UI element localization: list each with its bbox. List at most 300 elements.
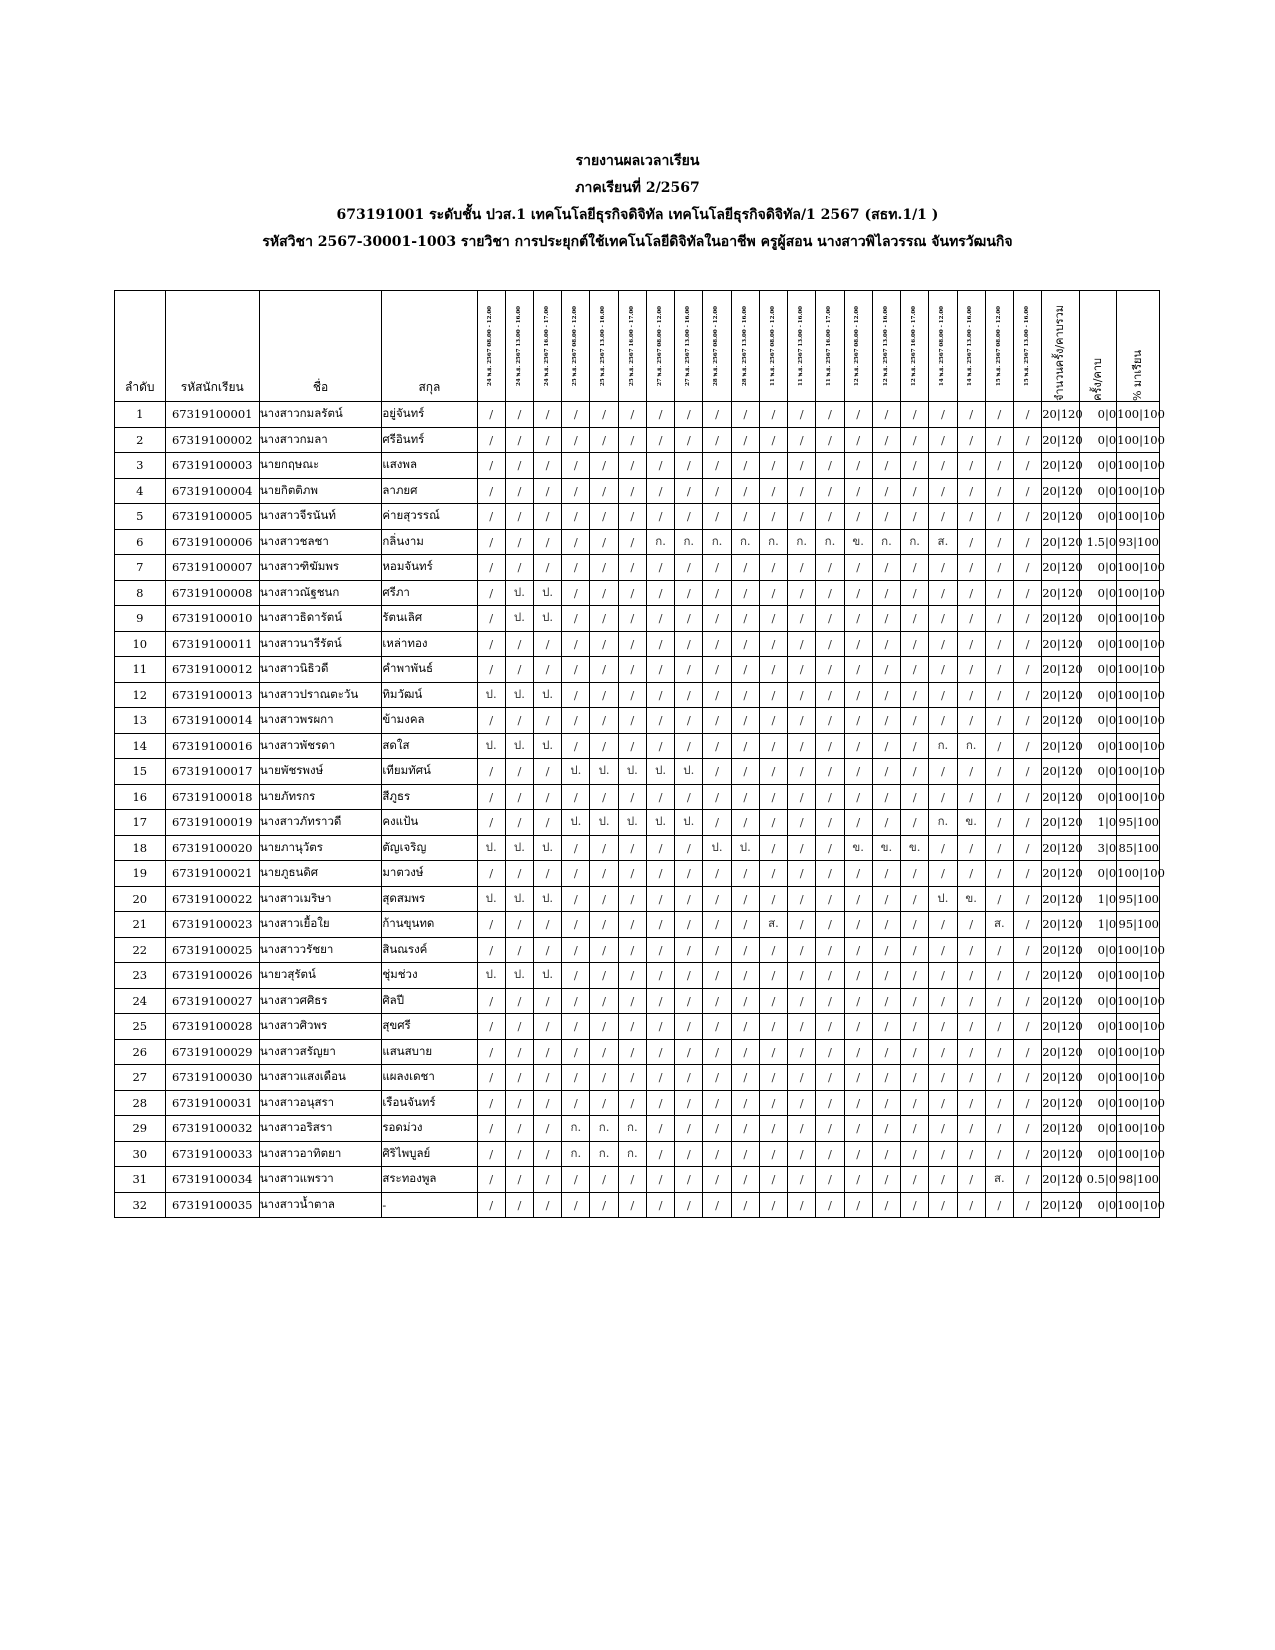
attendance-percent: 85|100	[1117, 835, 1160, 861]
attendance-mark: /	[788, 988, 816, 1014]
attendance-mark: /	[534, 861, 562, 887]
attendance-mark: /	[901, 1014, 929, 1040]
attendance-mark: /	[844, 555, 872, 581]
attendance-mark: /	[505, 810, 533, 836]
attendance-mark: /	[646, 886, 674, 912]
attendance-mark: /	[618, 478, 646, 504]
total-sessions: 20|120	[1042, 1141, 1079, 1167]
attendance-mark: /	[731, 1014, 759, 1040]
attendance-mark: /	[929, 1141, 957, 1167]
attendance-mark: /	[872, 733, 900, 759]
attendance-mark: /	[901, 453, 929, 479]
attendance-mark: /	[844, 580, 872, 606]
attendance-mark: /	[505, 1192, 533, 1218]
attendance-mark: /	[901, 555, 929, 581]
attendance-mark: /	[985, 1192, 1013, 1218]
last-name: แผลงเดชา	[382, 1065, 477, 1091]
subject-line: รหัสวิชา 2567-30001-1003 รายวิชา การประยุกต์ใช้เทคโนโลยีดิจิทัลในอาชีพ ครูผู้สอน นางสาวพิไลวรรณ จันทรวัฒนกิจ	[262, 234, 1013, 250]
attendance-mark: /	[703, 478, 731, 504]
attendance-mark: /	[675, 988, 703, 1014]
attendance-mark: ก.	[788, 529, 816, 555]
row-number: 5	[115, 504, 166, 530]
attendance-mark: /	[844, 504, 872, 530]
col-header-total	[1042, 291, 1079, 402]
attendance-mark: /	[618, 631, 646, 657]
attendance-mark: /	[646, 427, 674, 453]
attendance-mark: /	[703, 733, 731, 759]
attendance-mark: ก.	[929, 810, 957, 836]
absent-count: 0|0	[1079, 580, 1116, 606]
attendance-mark: /	[1013, 682, 1041, 708]
col-header-session	[929, 291, 957, 402]
student-id: 67319100018	[165, 784, 259, 810]
attendance-mark: /	[788, 478, 816, 504]
attendance-mark: /	[505, 529, 533, 555]
table-row	[115, 402, 1160, 428]
absent-count: 0|0	[1079, 1192, 1116, 1218]
attendance-mark: ป.	[477, 963, 505, 989]
attendance-mark: /	[788, 1167, 816, 1193]
attendance-mark: /	[703, 453, 731, 479]
attendance-mark: /	[1013, 555, 1041, 581]
class-line: 673191001 ระดับชั้น ปวส.1 เทคโนโลยีธุรกิจดิจิทัล เทคโนโลยีธุรกิจดิจิทัล/1 2567 (สธท.1/1 )	[336, 207, 939, 223]
attendance-mark: /	[929, 682, 957, 708]
student-id: 67319100022	[165, 886, 259, 912]
attendance-mark: /	[618, 580, 646, 606]
student-id: 67319100032	[165, 1116, 259, 1142]
attendance-percent: 100|100	[1117, 427, 1160, 453]
attendance-mark: /	[646, 988, 674, 1014]
attendance-mark: /	[731, 708, 759, 734]
attendance-mark: /	[646, 631, 674, 657]
attendance-mark: /	[703, 402, 731, 428]
first-name: นางสาวจีรนันท์	[259, 504, 382, 530]
attendance-mark: /	[703, 759, 731, 785]
attendance-mark: /	[675, 606, 703, 632]
last-name: ก้านขุนทด	[382, 912, 477, 938]
total-sessions: 20|120	[1042, 580, 1079, 606]
student-id: 67319100020	[165, 835, 259, 861]
table-row	[115, 988, 1160, 1014]
attendance-mark: /	[788, 1192, 816, 1218]
attendance-mark: /	[534, 529, 562, 555]
col-header-session	[872, 291, 900, 402]
attendance-mark: /	[1013, 580, 1041, 606]
attendance-mark: /	[816, 427, 844, 453]
total-sessions: 20|120	[1042, 1192, 1079, 1218]
table-row	[115, 478, 1160, 504]
attendance-percent: 100|100	[1117, 555, 1160, 581]
attendance-mark: /	[788, 937, 816, 963]
attendance-mark: /	[590, 784, 618, 810]
attendance-mark: /	[675, 504, 703, 530]
attendance-mark: /	[901, 810, 929, 836]
table-row	[115, 1039, 1160, 1065]
attendance-mark: ก.	[816, 529, 844, 555]
attendance-mark: /	[985, 427, 1013, 453]
attendance-mark: /	[844, 1192, 872, 1218]
attendance-mark: /	[703, 504, 731, 530]
attendance-mark: /	[703, 708, 731, 734]
absent-count: 0|0	[1079, 631, 1116, 657]
attendance-mark: /	[901, 478, 929, 504]
col-header-percent	[1117, 291, 1160, 402]
attendance-mark: /	[985, 529, 1013, 555]
attendance-mark: /	[562, 657, 590, 683]
attendance-mark: /	[590, 1065, 618, 1091]
attendance-mark: /	[675, 708, 703, 734]
attendance-mark: ป.	[562, 810, 590, 836]
attendance-mark: ก.	[759, 529, 787, 555]
attendance-mark: /	[929, 580, 957, 606]
attendance-mark: /	[844, 402, 872, 428]
attendance-mark: /	[929, 478, 957, 504]
attendance-mark: /	[1013, 733, 1041, 759]
attendance-mark: /	[618, 1014, 646, 1040]
attendance-mark: /	[477, 657, 505, 683]
last-name: กลิ่นงาม	[382, 529, 477, 555]
attendance-mark: /	[759, 1039, 787, 1065]
last-name: สุขศรี	[382, 1014, 477, 1040]
total-sessions: 20|120	[1042, 1090, 1079, 1116]
attendance-mark: /	[929, 427, 957, 453]
attendance-mark: /	[590, 453, 618, 479]
attendance-mark: /	[731, 427, 759, 453]
attendance-mark: /	[646, 1039, 674, 1065]
attendance-mark: /	[646, 606, 674, 632]
attendance-mark: /	[534, 555, 562, 581]
table-row	[115, 835, 1160, 861]
attendance-mark: /	[1013, 912, 1041, 938]
total-sessions: 20|120	[1042, 682, 1079, 708]
attendance-mark: /	[816, 784, 844, 810]
attendance-mark: /	[759, 759, 787, 785]
attendance-mark: /	[505, 708, 533, 734]
attendance-mark: /	[844, 1065, 872, 1091]
attendance-mark: /	[562, 1192, 590, 1218]
attendance-mark: /	[872, 810, 900, 836]
attendance-percent: 95|100	[1117, 886, 1160, 912]
attendance-mark: /	[759, 861, 787, 887]
attendance-mark: /	[618, 682, 646, 708]
attendance-mark: /	[816, 504, 844, 530]
attendance-mark: /	[731, 886, 759, 912]
absent-count: 0|0	[1079, 657, 1116, 683]
row-number: 15	[115, 759, 166, 785]
attendance-mark: /	[872, 759, 900, 785]
attendance-mark: /	[788, 1090, 816, 1116]
attendance-mark: /	[872, 555, 900, 581]
attendance-mark: /	[703, 657, 731, 683]
attendance-mark: /	[618, 912, 646, 938]
attendance-mark: /	[477, 529, 505, 555]
attendance-mark: /	[562, 733, 590, 759]
col-header-session	[534, 291, 562, 402]
attendance-mark: /	[731, 1116, 759, 1142]
attendance-mark: /	[901, 1141, 929, 1167]
attendance-mark: /	[816, 1192, 844, 1218]
attendance-mark: /	[534, 1116, 562, 1142]
table-row	[115, 682, 1160, 708]
attendance-mark: /	[901, 427, 929, 453]
attendance-mark: /	[816, 708, 844, 734]
attendance-mark: /	[477, 810, 505, 836]
total-sessions: 20|120	[1042, 708, 1079, 734]
attendance-mark: ป.	[505, 963, 533, 989]
attendance-mark: /	[957, 529, 985, 555]
attendance-mark: /	[618, 861, 646, 887]
attendance-mark: /	[534, 784, 562, 810]
attendance-mark: /	[759, 453, 787, 479]
absent-count: 0|0	[1079, 708, 1116, 734]
session-label: 15 พ.ย. 2567 13.00 - 16.00	[1023, 306, 1030, 386]
attendance-mark: /	[477, 759, 505, 785]
attendance-mark: /	[985, 657, 1013, 683]
attendance-mark: /	[844, 1116, 872, 1142]
attendance-mark: /	[562, 1065, 590, 1091]
attendance-mark: /	[477, 988, 505, 1014]
attendance-mark: /	[759, 402, 787, 428]
total-sessions: 20|120	[1042, 1065, 1079, 1091]
attendance-mark: ป.	[505, 606, 533, 632]
attendance-mark: /	[562, 1014, 590, 1040]
absent-count: 0|0	[1079, 1090, 1116, 1116]
attendance-mark: /	[1013, 631, 1041, 657]
attendance-mark: /	[703, 810, 731, 836]
attendance-mark: /	[929, 1167, 957, 1193]
attendance-mark: ป.	[505, 886, 533, 912]
student-id: 67319100005	[165, 504, 259, 530]
attendance-mark: ป.	[534, 835, 562, 861]
attendance-mark: /	[618, 886, 646, 912]
attendance-mark: ข.	[901, 835, 929, 861]
attendance-mark: /	[675, 631, 703, 657]
attendance-mark: /	[534, 937, 562, 963]
attendance-mark: /	[816, 937, 844, 963]
row-number: 22	[115, 937, 166, 963]
attendance-mark: /	[731, 504, 759, 530]
attendance-mark: /	[703, 937, 731, 963]
row-number: 25	[115, 1014, 166, 1040]
student-id: 67319100010	[165, 606, 259, 632]
attendance-mark: /	[731, 810, 759, 836]
col-header-session	[646, 291, 674, 402]
absent-count: 0|0	[1079, 733, 1116, 759]
attendance-mark: /	[1013, 810, 1041, 836]
attendance-mark: ข.	[957, 810, 985, 836]
attendance-mark: /	[957, 682, 985, 708]
attendance-mark: /	[562, 580, 590, 606]
first-name: นางสาวชลชา	[259, 529, 382, 555]
student-id: 67319100021	[165, 861, 259, 887]
first-name: นางสาวกมลรัตน์	[259, 402, 382, 428]
total-sessions: 20|120	[1042, 427, 1079, 453]
attendance-mark: /	[816, 1039, 844, 1065]
total-sessions: 20|120	[1042, 1167, 1079, 1193]
attendance-mark: /	[759, 1167, 787, 1193]
attendance-mark: ป.	[505, 580, 533, 606]
student-id: 67319100007	[165, 555, 259, 581]
absent-count: 0|0	[1079, 1039, 1116, 1065]
attendance-mark: /	[731, 784, 759, 810]
row-number: 13	[115, 708, 166, 734]
attendance-mark: /	[759, 1014, 787, 1040]
attendance-mark: /	[731, 682, 759, 708]
attendance-mark: /	[562, 886, 590, 912]
attendance-mark: /	[703, 861, 731, 887]
attendance-mark: /	[985, 1014, 1013, 1040]
attendance-mark: /	[1013, 835, 1041, 861]
attendance-mark: /	[985, 631, 1013, 657]
attendance-mark: /	[816, 1090, 844, 1116]
attendance-mark: ก.	[957, 733, 985, 759]
attendance-mark: /	[985, 886, 1013, 912]
attendance-mark: /	[957, 1014, 985, 1040]
attendance-mark: /	[872, 912, 900, 938]
table-row	[115, 504, 1160, 530]
row-number: 7	[115, 555, 166, 581]
attendance-mark: /	[562, 555, 590, 581]
attendance-mark: /	[957, 912, 985, 938]
attendance-mark: /	[844, 1141, 872, 1167]
attendance-mark: ส.	[985, 912, 1013, 938]
attendance-mark: /	[477, 453, 505, 479]
total-sessions: 20|120	[1042, 912, 1079, 938]
attendance-mark: /	[562, 1090, 590, 1116]
attendance-mark: /	[929, 631, 957, 657]
table-row	[115, 555, 1160, 581]
attendance-mark: /	[703, 1039, 731, 1065]
student-id: 67319100008	[165, 580, 259, 606]
attendance-mark: /	[590, 912, 618, 938]
attendance-mark: /	[646, 963, 674, 989]
col-header-session	[788, 291, 816, 402]
attendance-mark: /	[872, 1039, 900, 1065]
attendance-mark: /	[590, 1192, 618, 1218]
table-row	[115, 759, 1160, 785]
attendance-mark: /	[505, 1090, 533, 1116]
row-number: 20	[115, 886, 166, 912]
attendance-mark: /	[505, 1039, 533, 1065]
col-header-session	[703, 291, 731, 402]
attendance-mark: /	[759, 631, 787, 657]
attendance-mark: /	[844, 988, 872, 1014]
table-row	[115, 1141, 1160, 1167]
row-number: 8	[115, 580, 166, 606]
attendance-mark: /	[731, 1192, 759, 1218]
attendance-mark: /	[901, 1065, 929, 1091]
total-sessions: 20|120	[1042, 402, 1079, 428]
attendance-mark: /	[534, 1065, 562, 1091]
attendance-mark: /	[1013, 1167, 1041, 1193]
attendance-mark: /	[1013, 606, 1041, 632]
absent-count: 0|0	[1079, 1065, 1116, 1091]
attendance-mark: /	[675, 1090, 703, 1116]
attendance-mark: /	[534, 504, 562, 530]
last-name: ทิมวัฒน์	[382, 682, 477, 708]
attendance-mark: /	[957, 708, 985, 734]
attendance-mark: /	[646, 504, 674, 530]
attendance-mark: /	[759, 682, 787, 708]
attendance-mark: /	[703, 1167, 731, 1193]
attendance-percent: 100|100	[1117, 784, 1160, 810]
session-label: 14 พ.ย. 2567 13.00 - 16.00	[967, 306, 974, 386]
row-number: 16	[115, 784, 166, 810]
attendance-mark: /	[759, 555, 787, 581]
first-name: นางสาวฑิฆัมพร	[259, 555, 382, 581]
absent-count: 1|0	[1079, 886, 1116, 912]
attendance-mark: /	[985, 682, 1013, 708]
attendance-mark: /	[646, 912, 674, 938]
session-label: 12 พ.ย. 2567 16.00 - 17.00	[910, 306, 917, 386]
attendance-mark: /	[646, 657, 674, 683]
attendance-mark: /	[590, 988, 618, 1014]
attendance-mark: /	[788, 784, 816, 810]
first-name: นางสาววรัชยา	[259, 937, 382, 963]
attendance-mark: /	[675, 427, 703, 453]
attendance-mark: /	[816, 1141, 844, 1167]
attendance-mark: /	[929, 402, 957, 428]
attendance-percent: 100|100	[1117, 937, 1160, 963]
last-name: อยู่จันทร์	[382, 402, 477, 428]
attendance-mark: /	[759, 580, 787, 606]
attendance-mark: /	[929, 835, 957, 861]
attendance-mark: /	[816, 733, 844, 759]
attendance-percent: 100|100	[1117, 963, 1160, 989]
attendance-mark: ป.	[534, 963, 562, 989]
attendance-mark: /	[901, 1192, 929, 1218]
total-sessions: 20|120	[1042, 810, 1079, 836]
total-sessions: 20|120	[1042, 733, 1079, 759]
attendance-mark: /	[929, 1090, 957, 1116]
attendance-mark: /	[788, 912, 816, 938]
attendance-mark: /	[788, 402, 816, 428]
table-row	[115, 1065, 1160, 1091]
attendance-mark: /	[985, 835, 1013, 861]
total-sessions: 20|120	[1042, 861, 1079, 887]
session-label: 15 พ.ย. 2567 08.00 - 12.00	[995, 306, 1002, 386]
last-name: -	[382, 1192, 477, 1218]
attendance-mark: /	[788, 657, 816, 683]
attendance-percent: 100|100	[1117, 1014, 1160, 1040]
attendance-mark: /	[618, 1090, 646, 1116]
attendance-mark: /	[844, 1090, 872, 1116]
first-name: นายภานุวัตร	[259, 835, 382, 861]
attendance-mark: /	[534, 1141, 562, 1167]
row-number: 21	[115, 912, 166, 938]
table-row	[115, 1090, 1160, 1116]
attendance-mark: /	[759, 657, 787, 683]
absent-count: 0|0	[1079, 988, 1116, 1014]
attendance-mark: /	[844, 657, 872, 683]
student-id: 67319100027	[165, 988, 259, 1014]
attendance-mark: /	[901, 937, 929, 963]
attendance-percent: 100|100	[1117, 1039, 1160, 1065]
first-name: นางสาวนารีรัตน์	[259, 631, 382, 657]
attendance-mark: /	[759, 1065, 787, 1091]
attendance-mark: ข.	[872, 835, 900, 861]
attendance-mark: /	[1013, 657, 1041, 683]
attendance-mark: /	[618, 937, 646, 963]
absent-count: 0|0	[1079, 1141, 1116, 1167]
attendance-mark: /	[477, 1014, 505, 1040]
col-header-session	[985, 291, 1013, 402]
attendance-mark: /	[759, 1141, 787, 1167]
attendance-mark: /	[816, 912, 844, 938]
attendance-mark: /	[844, 708, 872, 734]
attendance-mark: /	[590, 937, 618, 963]
attendance-mark: /	[534, 1014, 562, 1040]
